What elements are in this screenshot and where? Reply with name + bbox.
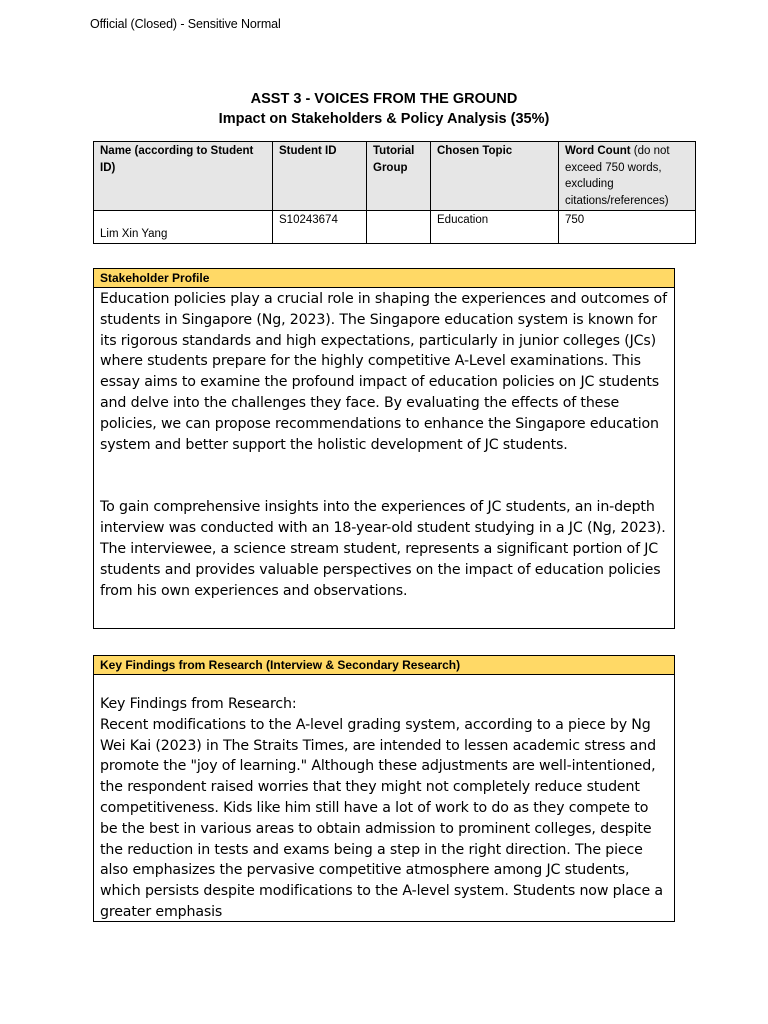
cell-chosen-topic: Education (431, 211, 559, 244)
profile-paragraph-2: To gain comprehensive insights into the experiences of JC students, an in-depth interview was conducted with an 18-year-old student studying in a JC (Ng, 2023). The interviewee, a science stream student, represents a significant portion of JC students and provides valuable perspectives on the impact of education policies from his own experiences and observations. (100, 499, 666, 599)
header-name: Name (according to Student ID) (94, 142, 273, 211)
cell-word-count: 750 (559, 211, 696, 244)
key-findings-subheading: Key Findings from Research: (100, 696, 297, 712)
key-findings-header: Key Findings from Research (Interview & Secondary Research) (94, 656, 674, 675)
cell-name: Lim Xin Yang (94, 211, 273, 244)
classification-label: Official (Closed) - Sensitive Normal (90, 17, 281, 31)
header-student-id: Student ID (273, 142, 367, 211)
assignment-title: ASST 3 - VOICES FROM THE GROUND (250, 91, 518, 107)
header-word-count (559, 142, 696, 211)
header-chosen-topic: Chosen Topic (431, 142, 559, 211)
table-header-row (94, 142, 696, 211)
cell-tutorial-group (367, 211, 431, 244)
assignment-subtitle: Impact on Stakeholders & Policy Analysis (35%) (218, 111, 550, 127)
key-findings-body (94, 675, 674, 922)
cell-student-id: S10243674 (273, 211, 367, 244)
stakeholder-profile-body (94, 288, 674, 601)
word-count-note: (do not exceed 750 words, excluding citations/references) (565, 145, 670, 207)
stakeholder-profile-header: Stakeholder Profile (94, 269, 674, 288)
document-title (0, 89, 768, 129)
profile-paragraph-1: Education policies play a crucial role in shaping the experiences and outcomes of students in Singapore (Ng, 2023). The Singapore education system is known for its rigorous standards and high expectations, particularly in junior colleges (JCs) where students prepare for the highly competitive A-Level examinations. This essay aims to examine the profound impact of education policies on JC students and delve into the challenges they face. By evaluating the effects of these policies, we can propose recommendations to enhance the Singapore education system and better support the holistic development of JC students. (100, 291, 667, 453)
header-tutorial-group: Tutorial Group (367, 142, 431, 211)
key-findings-section (93, 655, 675, 922)
key-findings-paragraph: Recent modifications to the A-level grading system, according to a piece by Ng Wei Kai (2023) in The Straits Times, are intended to lessen academic stress and promote the "joy of learning." Although these adjustments are well-intentioned, the respondent raised worries that they might not completely reduce student competitiveness. Kids like him still have a lot of work to do as they compete to be the best in various areas to obtain admission to prominent colleges, despite the reduction in tests and exams being a step in the right direction. The piece also emphasizes the pervasive competitive atmosphere among JC students, which persists despite modifications to the A-level system. Students now place a greater emphasis (100, 716, 663, 920)
stakeholder-profile-section (93, 268, 675, 629)
table-row (94, 211, 696, 244)
student-info-table (93, 141, 696, 244)
word-count-label: Word Count (565, 145, 631, 157)
